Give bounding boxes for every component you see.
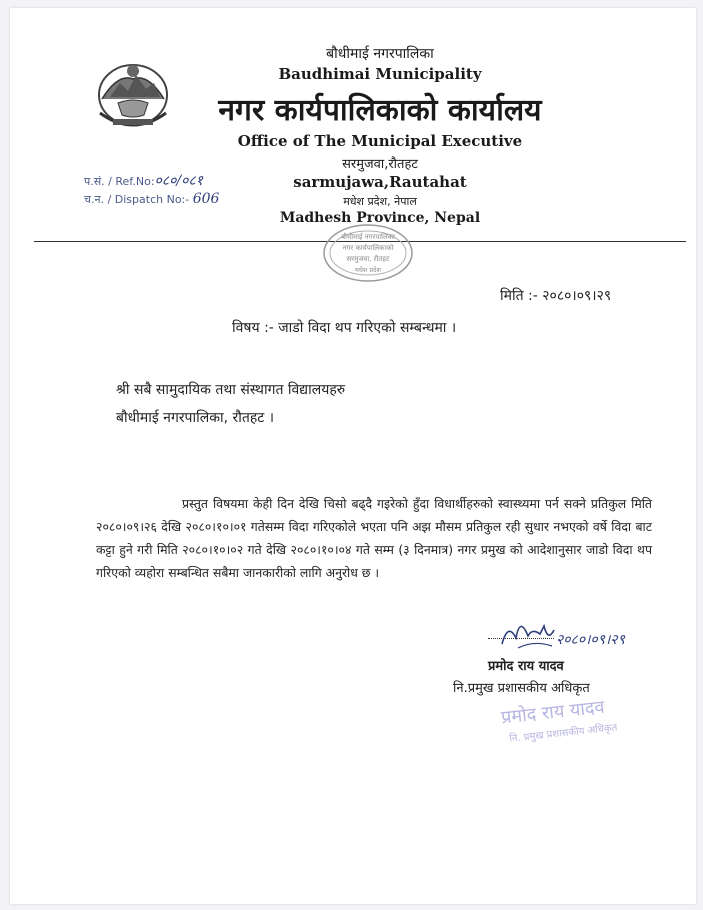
office-name-np: नगर कार्यपालिकाको कार्यालय bbox=[218, 93, 542, 128]
dispatch-value: 606 bbox=[192, 191, 220, 207]
letter-page bbox=[10, 8, 696, 904]
ref-value: ०८०/०८१ bbox=[154, 173, 203, 189]
dispatch-number bbox=[84, 191, 219, 207]
stamp-name: प्रमोद राय यादव bbox=[500, 696, 606, 729]
signatory-stamp bbox=[495, 686, 650, 757]
signature-date: २०८०।०९।२९ bbox=[556, 632, 625, 648]
office-stamp-line4: मधेश प्रदेश bbox=[355, 266, 381, 274]
municipality-name-en: Baudhimai Municipality bbox=[278, 65, 482, 83]
office-name-en: Office of The Municipal Executive bbox=[237, 132, 523, 150]
stamp-title: नि. प्रमुख प्रशासकीय अधिकृत bbox=[508, 722, 618, 745]
recipient-line-1: श्री सबै सामुदायिक तथा संस्थागत विद्यालयहरु bbox=[116, 382, 346, 398]
office-stamp-line2: नगर कार्यपालिकाको bbox=[342, 244, 394, 252]
signatory-name: प्रमोद राय यादव bbox=[488, 659, 564, 674]
office-stamp-line3: सरमुजवा, रौतहट bbox=[346, 255, 390, 263]
reference-number bbox=[84, 171, 203, 190]
municipality-name-np: बौधीमाई नगरपालिका bbox=[326, 46, 434, 62]
dispatch-label: च.न. / Dispatch No:- bbox=[84, 193, 190, 206]
handwritten-signature bbox=[482, 608, 652, 656]
recipient-line-2: बौधीमाई नगरपालिका, रौतहट । bbox=[116, 410, 275, 426]
nepal-emblem-icon bbox=[88, 53, 178, 133]
ref-label: प.सं. / Ref.No: bbox=[84, 175, 155, 188]
letter-date: मिति :- २०८०।०९।२९ bbox=[500, 288, 612, 304]
signatory-title: नि.प्रमुख प्रशासकीय अधिकृत bbox=[453, 681, 590, 696]
signature-dotted-line bbox=[488, 638, 554, 639]
province-en: Madhesh Province, Nepal bbox=[279, 210, 481, 226]
letter-subject: विषय :- जाडो विदा थप गरिएको सम्बन्धमा । bbox=[232, 320, 457, 336]
province-np: मधेश प्रदेश, नेपाल bbox=[343, 195, 417, 208]
address-en: sarmujawa,Rautahat bbox=[293, 173, 467, 191]
letter-body: प्रस्तुत विषयमा केही दिन देखि चिसो बढ्दै गइरेको हुँदा विधार्थीहरुको स्वास्थ्यमा पर्न सक्ने प्रतिकुल मिति २०८०।०९।२६ देखि २०८०।१०।०१ गतेसम्म विदा गरिएकोले भएता पनि अझ मौसम प्रतिकुल रही सुधार नभएको वर्षे विदा बाट कट्टा हुने गरी मिति २०८०।१०।०२ गते देखि २०८०।१०।०४ गते सम्म (३ दिनमात्र) नगर प्रमुख को आदेशानुसार जाडो विदा थप गरिएको व्यहोरा सम्बन्धित सबैमा जानकारीको लागि अनुरोध छ । bbox=[96, 496, 652, 580]
address-np: सरमुजवा,रौतहट bbox=[342, 157, 418, 172]
office-stamp bbox=[320, 222, 416, 284]
office-stamp-line1: बौधीमाई नगरपालिका bbox=[341, 233, 395, 241]
